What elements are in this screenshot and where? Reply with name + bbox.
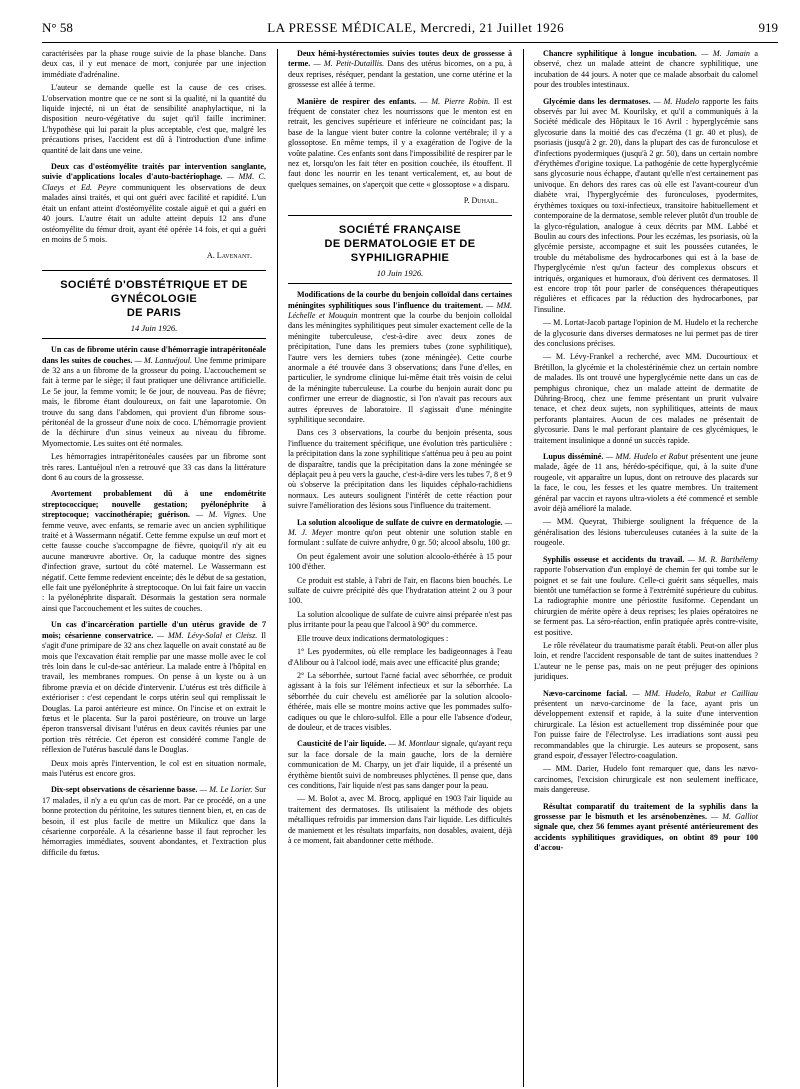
article-title: Un cas d'incarcération partielle d'un utérus gravide de 7 mois; césarienne conservatrice. — [42, 620, 266, 640]
paragraph: — MM. Darier, Hudelo font remarquer que, dans les nævo-carcinomes, l'excision chirurgicale est non seulement inefficace, mais dangereuse. — [534, 764, 758, 795]
article-title: Nævo-carcinome facial. — [543, 688, 628, 698]
article-lupus — [534, 452, 758, 549]
column-divider — [523, 49, 524, 1087]
signature: P. Duhail. — [463, 196, 498, 206]
running-header — [42, 20, 778, 40]
article-body: Une femme veuve, avec enfants, se remarie avec un ancien syphilitique traité et à Wassermann négatif. Cette femme expulse un œuf mort et cette fausse couche s'accompagne de fièvre, quoiqu'il n'y ait eu aucune manœuvre abortive. Or, la caduque montre des signes d'infection grave, surtout du côté maternel. Le Wassermann est négatif. Cette femme redevient enceinte; dès le début de sa gestation, elle fait une pyélonéphrite à streptocoque. On lui fait faire un vaccin : la pyélonéphrite disparaît. Désormais la gestation sera normale ainsi que l'accouchement et les suites de couches. — [42, 510, 266, 613]
paragraph: On peut également avoir une solution alcoolo-éthérée à 15 pour 100 d'éther. — [288, 551, 512, 572]
article-title: Avortement probablement dû à une endométrite streptococcique; nouvelle gestation; pyélonéphrite à streptocoque; vaccinothérapie; guérison. — [42, 489, 266, 520]
article-syphilis-osseuse — [534, 555, 758, 683]
article-authors: — M. Montlaur — [388, 739, 440, 749]
article-body: Il s'agit d'une primipare de 32 ans chez laquelle on avait constaté au 8e mois que l'excavation était remplie par une masse molle avec le col très loin dans le cul-de-sac antérieur. La malade entre à l'hôpital en travail, les membranes rompues. On pense à un kyste ou à un fibrome prævia et on décide d'intervenir. L'utérus est très difficile à extérioriser : c'est cependant le corps utérin seul qui remplissait le Douglas. La paroi antérieure est mince. On l'incise et on extrait le fœtus et le placenta. Sur la paroi postérieure, on trouve un large éperon transversal divisant l'utérus en deux cavités réunies par une portion très rétrécie. Cet éperon est considéré comme l'angle de réflexion de l'utérus basculé dans le Douglas. — [42, 630, 266, 755]
article-hysterectomies — [288, 49, 512, 91]
article-title: Chancre syphilitique à longue incubation. — [543, 49, 697, 58]
columns — [42, 49, 778, 1089]
paragraph: 2° La séborrhée, surtout l'acné facial avec séborrhée, ce produit agissant à la fois sur l'élément infectieux et sur la séborrhée. La séborrhée du cuir chevelu est améliorée par la solution alcoolo-éthérée, mais elle se montre moins active que les pommades sulfo-cadiques ou que le chloro-sulfol. Elle a pour elle l'absence d'odeur, de douleur, et de traces visibles. — [288, 670, 512, 732]
paragraph: Les hémorragies intrapéritonéales causées par un fibrome sont très rares. Lantuéjoul n'en a retrouvé que 33 cas dans la littérature dont 6 au cours de la grossesse. — [42, 452, 266, 482]
article-air-liquide — [288, 739, 512, 846]
section-header-dermatologie — [288, 215, 512, 284]
signature: A. Lavenant. — [206, 251, 252, 261]
article-authors: — MM. C. Claeys et Ed. Peyre — [42, 172, 266, 192]
article-authors: — M. J. Meyer — [288, 517, 512, 538]
article-authors: — MM. Hudelo, Rabut et Cailliau — [632, 688, 758, 698]
paragraph: — M. Bolot a, avec M. Brocq, appliqué en 1903 l'air liquide au traitement des dermatoses. Ils utilisaient la méthode des objets métalliques refroidis par immersion dans l'air liquide. Les difficultés de maniement et les résultats imparfaits, non dosables, avaient, déjà à ce moment, fait abandonner cette méthode. — [288, 794, 512, 845]
article-glycemie — [534, 97, 758, 446]
paragraph: L'auteur se demande quelle est la cause de ces crises. L'observation montre que ce ne sont si la qualité, ni la quantité du liquide injecté, ni un état de sensibilité anaphylactique, ni la disposition neuro-végétative du sujet qu'il faille incriminer. L'hypothèse qui lui parait la plus acceptable, c'est que, malgré les précautions prises, l'accident est dû à l'introduction d'une infime quantité de lait dans une veine. — [42, 83, 266, 155]
article-body: communiquent les observations de deux malades ainsi traités, et qui ont guéri avec facilité et rapidité. L'un était un enfant atteint d'ostéomyélite costale aiguë et qui a guéri en 40 jours. L'autre était un adulte atteint depuis 12 ans d'une ostéomyélite du fémur droit, ayant été opérée 14 fois, et qui a guéri en moins de 5 mois. — [42, 182, 266, 244]
paragraph: Elle trouve deux indications dermatologiques : — [297, 633, 449, 643]
article-authors: — M. Jamain — [701, 49, 750, 58]
article-title: Un cas de fibrome utérin cause d'hémorragie intrapéritonéale dans les suites de couches. — [42, 345, 266, 365]
article-authors: — MM. Lévy-Solal et Cleisz. — [157, 630, 258, 640]
article-title: Syphilis osseuse et accidents du travail. — [543, 554, 685, 564]
article-title: Causticité de l'air liquide. — [297, 739, 387, 749]
article-body: montrent que la courbe du benjoin colloïdal dans les méningites syphilitiques peut simuler exactement celle de la méningite tuberculeuse, c'est-à-dire avec deux zones de précipitation, l'une dans les premiers tubes (zone syphilitique), l'autre vers les derniers tubes (zone méningée). Cette courbe anormale a été trouvée dans 3 observations; dans l'une d'elles, en particulier, le syndrome clinique lui-même était très voisin de celui de la méningite tuberculeuse. La courbe du benjoin aurait donc pu confirmer une erreur de diagnostic, si l'on n'avait pas recours aux autres épreuves de laboratoire. Il s'agissait d'une méningite syphilitique secondaire. — [288, 310, 512, 424]
article-title: Glycémie dans les dermatoses. — [543, 96, 651, 106]
paragraph: La solution alcoolique de sulfate de cuivre ainsi préparée n'est pas plus irritante pour la peau que l'alcool à 90° du commerce. — [288, 609, 512, 630]
article-body: présentent un nævo-carcinome de la face, ayant pris un développement extensif et rapide, à la suite d'une intervention chirurgicale. La lésion est actuellement trop disséminée pour que l'on puisse faire de l'électrolyse. Les irradiations sont aussi peu recommandables que la chirurgie. Les auteurs se proposent, sans grand espoir, d'essayer l'électro-coagulation. — [534, 698, 758, 760]
article-body: présentent une jeune malade, âgée de 11 ans, hérédo-spécifique, qui, à la suite d'une rougeole, vit apparaître un lupus, dont on retrouve des placards sur la face, le cou, les fesses et les quatre membres. Un traitement général par vaccin et rayons ultra-violets a été commencé et semble avoir déjà amélioré la malade. — [534, 452, 758, 514]
column-3 — [534, 49, 758, 1087]
article-body: Dans des utérus bicornes, on a pu, à deux reprises, réséquer, pendant la gestation, une corne utérine et la grossesse est allée à terme. — [288, 59, 512, 90]
article-authors: — M. R. Barthélemy — [687, 554, 758, 564]
paragraph: Ce produit est stable, à l'abri de l'air, en flacons bien bouchés. Le sulfate de cuivre précipité dès que l'hydratation atteint 2 ou 3 pour 100. — [288, 575, 512, 606]
article-title: Lupus disséminé. — [543, 452, 604, 462]
article-osteomyelite — [42, 162, 266, 245]
article-respirer — [288, 97, 512, 191]
article-authors: — M. Le Lorier. — [199, 785, 253, 795]
issue-number: N° 58 — [42, 20, 73, 35]
article-naevo-carcinome — [534, 689, 758, 796]
article-avortement — [42, 489, 266, 614]
article-body: rapporte les faits observés par lui avec M. Kourilsky, et qu'il a communiqués à la Société médicale des Hôpitaux le 16 Avril : hyperglycémie sans glycosurie dans la moitié des cas d'eczéma (1 gr. 40 et plus), de psoriasis (jusqu'à 2 gr. 20), dans la plupart des cas de furonculose et d'infections pyodermiques (jusqu'à 2 gr. 50), dans un certain nombre d'érythèmes d'origine toxique. La pathogénie de cette hyperglycémie sans glycosurie nous échappe, d'autant qu'elle n'est certainement pas univoque. En dehors des rares cas où elle est l'avant-coureur d'un diabète vrai, l'hyperglycémie des furonculoses, pyodermites, érythèmes toxiques ou toxi-infectieux, transitoire habituellement et contemporaine de la dermatose, semble relever plutôt d'un trouble de la glyco-régulation, analogue à ceux décrits par MM. Labbé et Boulin au cours des infections. Pour les eczémas, les psoriasis, où la glycémie persiste, accompagne et suit les poussées cutanées, le trouble du métabolisme des hydrocarbones qui est à la base de l'hyperglycémie n'est qu'un facteur des complexus obscurs et intriqués, organiques et humoraux, d'où dérivent ces dermatoses. Il est encore trop tôt pour parler de conséquences thérapeutiques régulières et efficaces par la réduction des hydrocarbones, par l'insuline. — [534, 96, 758, 314]
paragraph: — MM. Queyrat, Thibierge soulignent la fréquence de la généralisation des lésions tuberculeuses cutanées à la suite de la rougeole. — [534, 517, 758, 548]
article-body: montre qu'on peut obtenir une solution stable en formulant : sulfate de cuivre anhydre, 0 gr. 50; alcool absolu, 100 gr. — [288, 528, 512, 548]
section-date: 14 Juin 1926. — [130, 322, 178, 333]
section-title: SOCIÉTÉ FRANÇAISE — [338, 223, 462, 236]
article-authors: — M. Petit-Dutaillis. — [313, 59, 385, 69]
page-number: 919 — [758, 20, 778, 35]
paragraph: 1° Les pyodermites, où elle remplace les badigeonnages à l'eau d'Alibour ou à l'alcool iodé, mais avec une efficacité plus grande; — [288, 647, 512, 667]
column-2 — [288, 49, 512, 1087]
article-authors: — M. Galliot — [711, 812, 758, 822]
article-title: La solution alcoolique de sulfate de cuivre en dermatologie. — [297, 517, 503, 527]
article-sulfate-cuivre — [288, 518, 512, 734]
article-benjoin — [288, 290, 512, 512]
article-authors: — MM. Hudelo et Rabut — [605, 452, 688, 462]
section-title: DE PARIS — [126, 306, 182, 319]
article-body: signale que, chez 56 femmes ayant présenté antérieurement des accidents syphilitiques gravidiques, on obtint 89 pour 100 d'accou- — [534, 822, 758, 853]
article-body: rapporte l'observation d'un employé de chemin fer qui tombe sur le poignet et se fait une foulure. Celle-ci guérit sans séquelles, mais bientôt une tuméfaction se forme à l'extrémité supérieure du cubitus. La radiographie montre une périostite fusiforme. Cependant un chirurgien de mérite opère à deux reprises; les plaies opératoires ne se ferment pas. La séro-réaction, enfin pratiquée après contre-visite, est positive. — [534, 565, 758, 637]
section-title: SOCIÉTÉ D'OBSTÉTRIQUE ET DE GYNÉCOLOGIE — [60, 278, 248, 305]
article-title: Manière de respirer des enfants. — [297, 96, 417, 106]
article-body: signale, qu'ayant reçu sur la face dorsale de la main gauche, lors de la dernière communication de M. Charpy, un jet d'air liquide, il a présenté un érythème bientôt suivi de nombreuses phlyctènes. Il pense que, dans ces conditions, l'air liquide n'est pas sans danger pour la peau. — [288, 739, 512, 790]
header-rule — [42, 42, 778, 43]
article-body: Il est fréquent de constater chez les nourrissons que le menton est en retrait, les gencives supérieure et inférieure ne coïncidant pas; la base de la langue vient buter contre la colonne vertébrale; il y a glossoptose. En même temps, il y a exagération de l'ogive de la voûte palatine. Ces enfants sont dans l'impossibilité de respirer par le nez et, lorsqu'on les fait téter en position couchée, ils étouffent. Il faut donc les nourrir en les tenant verticalement, et, au bout de quelques semaines, on s'aperçoit que cette « glossoptose » a disparu. — [288, 96, 512, 189]
paragraph: — M. Lévy-Frankel a recherché, avec MM. Ducourtioux et Brétillon, la glycémie et la cholestérinémie chez un certain nombre de malades. Ils ont trouvé une hyperglycémie nette dans un cas de pemphigus chronique, chez un malade atteint de dermatite de Dühring-Brocq, chez une femme présentant un prurit vulvaire tenace, et chez deux sujets, non syphilitiques, atteints de maux perforants plantaires. Aucun de ces malades ne présentait de glycosurie. Dans le mal perforant plantaire de ces glycémiques, le traitement insulinique a donné un succès rapide. — [534, 352, 758, 445]
paragraph: Dans ces 3 observations, la courbe du benjoin présenta, sous l'influence du traitement spécifique, une évolution très particulière : la précipitation dans la zone syphilitique s'atténua peu à peu au point de disparaître, tandis que la précipitation dans la zone méningée se déplaçait peu à peu vers la gauche, c'est-à-dire vers les tubes 7, 8 et 9 où s'observe la précipitation dans les liquides céphalo-rachidiens normaux. Les auteurs soulignent l'intérêt de cette réaction pour suivre l'amélioration des lésions sous l'influence du traitement. — [288, 428, 512, 511]
paragraph: Le rôle révélateur du traumatisme paraît établi. Peut-on aller plus loin, et rendre l'accident responsable de tant de suites inattendues ? L'auteur ne le pense pas, mais on ne peut préjuger des opinions juridiques. — [534, 640, 758, 682]
article-fibrome — [42, 345, 266, 483]
article-body: Une femme primipare de 32 ans a un fibrome de la grosseur du poing. L'accouchement se fait à terme par le siège; il faut pratiquer une délivrance artificielle. Le 5e jour, la femme vomit; le 6e jour, de nouveau. Pas de fièvre; mais, le fibrome étant douloureux, on fait une laparotomie. On trouve du sang dans l'abdomen, qui provient d'un fibrome sous-péritonéal de la grosseur d'une noix de coco. L'hémorragie provient de la déchirure d'un sinus veineux au niveau du fibrome. Myomectomie. Les suites ont été normales. — [42, 355, 266, 448]
article-body: a observé, chez un malade atteint de chancre syphilitique, une incubation de 44 jours. A noter que ce malade absorbait du calomel pour des troubles intestinaux. — [534, 49, 758, 90]
article-authors: — MM. Léchelle et Mouquin — [288, 300, 512, 320]
article-resultat-comparatif — [534, 802, 758, 854]
article-authors: — M. Vignes. — [195, 510, 247, 520]
article-title: Deux hémi-hystérectomies suivies toutes deux de grossesse à terme. — [288, 49, 512, 69]
article-title: Modifications de la courbe du benjoin colloïdal dans certaines méningites syphilitiques sous l'influence du traitement. — [288, 290, 512, 310]
section-header-obstetrique — [42, 270, 266, 339]
article-title: Dix-sept observations de césarienne basse. — [51, 785, 198, 795]
article-authors: — M. Pierre Robin. — [420, 96, 490, 106]
article-chancre — [534, 49, 758, 91]
article-incarceration — [42, 620, 266, 779]
journal-title: LA PRESSE MÉDICALE, Mercredi, 21 Juillet 1926 — [267, 20, 565, 35]
paragraph: caractérisées par la phase rouge suivie de la phase blanche. Dans deux cas, il y eut menace de mort, conjurée par une injection immédiate d'adrénaline. — [42, 49, 266, 79]
paragraph: — M. Lortat-Jacob partage l'opinion de M. Hudelo et la recherche de la glycosurie dans diverses dermatoses ne lui permet pas de tirer des conclusions précises. — [534, 318, 758, 348]
column-divider — [277, 49, 278, 1087]
column-1 — [42, 49, 266, 1087]
article-title: Résultat comparatif du traitement de la syphilis dans la grossesse par le bismuth et les arsénobenzènes. — [534, 801, 758, 822]
section-title: DE DERMATOLOGIE ET DE SYPHILIGRAPHIE — [324, 237, 476, 264]
section-date: 10 Juin 1926. — [376, 267, 424, 278]
article-body: Sur 17 malades, il n'y a eu qu'un cas de mort. Par ce procédé, on a une bonne protection du péritoine, les sutures tiennent bien, et, en cas de besoin, il est plus facile de mettre un Mikulicz que dans la césarienne corporéale. A la césarienne basse il faut reprocher les hémorragies immédiates, souvent abondantes, et l'extraction plus difficile du fœtus. — [42, 785, 266, 857]
article-title: Deux cas d'ostéomyélite traités par intervention sanglante, suivie d'applications locales d'auto-bactériophage. — [42, 162, 266, 182]
paragraph: Deux mois après l'intervention, le col est en situation normale, mais l'utérus est encore gros. — [42, 758, 266, 778]
article-authors: — M. Lantuéjoul. — [134, 355, 192, 365]
article-authors: — M. Hudelo — [653, 96, 700, 106]
article-cesarienne — [42, 785, 266, 858]
